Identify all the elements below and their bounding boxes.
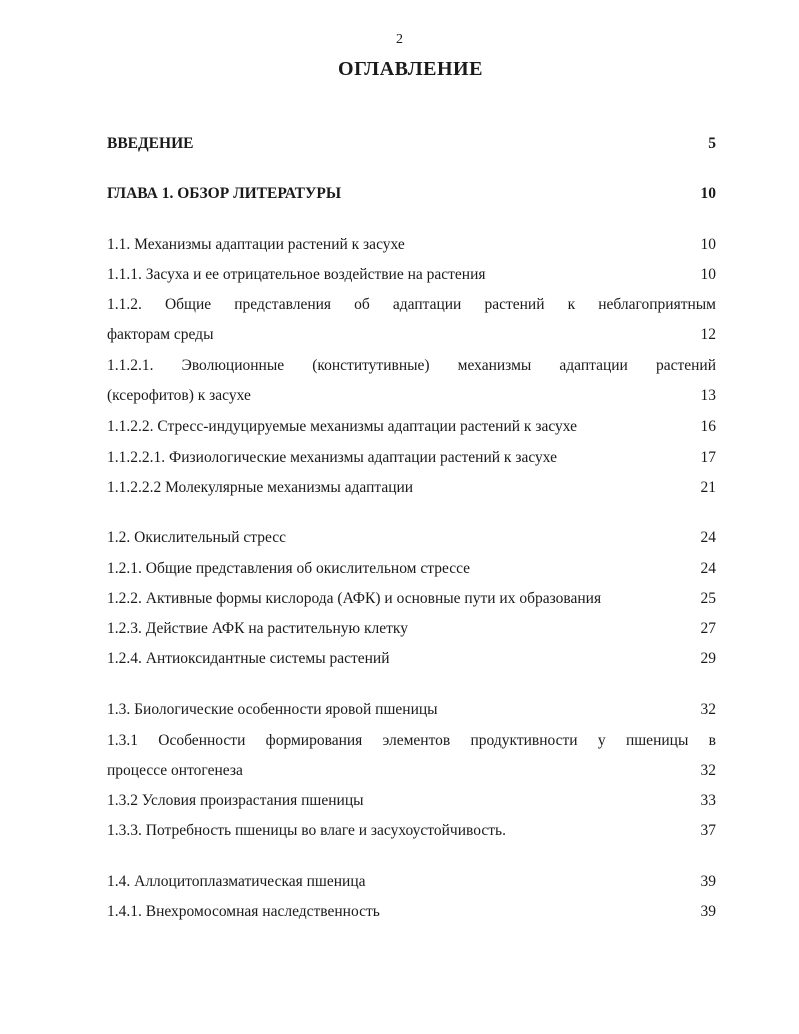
toc-entry-page: 37 (700, 822, 716, 839)
toc-entry-page: 32 (700, 762, 716, 779)
toc-entry-introduction (107, 134, 716, 154)
toc-entry (107, 902, 716, 922)
toc-entry-text-line2: факторам среды (107, 326, 214, 343)
toc-entry (107, 731, 716, 781)
page-title: ОГЛАВЛЕНИЕ (338, 58, 483, 80)
toc-entry-page: 10 (700, 236, 716, 253)
toc-entry-page: 27 (700, 620, 716, 637)
toc-entry-text-line1: 1.1.2.1. Эволюционные (конститутивные) механизмы адаптации растений (107, 357, 716, 374)
toc-entry (107, 295, 716, 345)
toc-entry-page: 24 (700, 560, 716, 577)
toc-entry-text: ВВЕДЕНИЕ (107, 135, 194, 152)
toc-entry-line2 (107, 761, 716, 781)
toc-entry-page: 32 (700, 701, 716, 718)
toc-entry-text: 1.1. Механизмы адаптации растений к засухе (107, 236, 405, 253)
toc-entry-text-line2: (ксерофитов) к засухе (107, 387, 251, 404)
toc-entry-text: 1.4. Аллоцитоплазматическая пшеница (107, 873, 366, 890)
toc-entry (107, 417, 716, 437)
toc-entry-text: 1.1.2.2. Стресс-индуцируемые механизмы адаптации растений к засухе (107, 418, 578, 435)
toc-entry-page: 12 (700, 326, 716, 343)
toc-entry-text: 1.1.2.2.1. Физиологические механизмы адаптации растений к засухе (107, 449, 557, 466)
toc-entry (107, 872, 716, 892)
toc-entry-text: 1.2.2. Активные формы кислорода (АФК) и основные пути их образования (107, 590, 602, 607)
toc-entry-chapter-1 (107, 184, 716, 204)
toc-entry-line2 (107, 386, 716, 406)
toc-entry-text-line1: 1.1.2. Общие представления об адаптации растений к неблагоприятным (107, 296, 716, 313)
toc-entry (107, 478, 716, 498)
toc-entry-line2 (107, 325, 716, 345)
toc-entry (107, 265, 716, 285)
toc-entry-page: 13 (700, 387, 716, 404)
toc-entry-page: 29 (700, 650, 716, 667)
toc-entry-text: 1.3. Биологические особенности яровой пшеницы (107, 701, 438, 718)
toc-entry-page: 5 (708, 135, 716, 152)
toc-entry-text: 1.2.1. Общие представления об окислительном стрессе (107, 560, 471, 577)
toc-entry-text: 1.1.1. Засуха и ее отрицательное воздействие на растения (107, 266, 486, 283)
toc-entry-page: 17 (700, 449, 716, 466)
toc-entry-text: 1.2.4. Антиоксидантные системы растений (107, 650, 390, 667)
page-number: 2 (396, 32, 403, 47)
toc-entry-page: 16 (700, 418, 716, 435)
toc-entry (107, 356, 716, 406)
toc-entry-page: 39 (700, 903, 716, 920)
toc-entry (107, 700, 716, 720)
toc-entry-text-line2: процессе онтогенеза (107, 762, 243, 779)
toc-entry-text: ГЛАВА 1. ОБЗОР ЛИТЕРАТУРЫ (107, 185, 342, 202)
toc-entry (107, 528, 716, 548)
toc-entry-text: 1.2.3. Действие АФК на растительную клетку (107, 620, 408, 637)
toc-entry-page: 10 (700, 185, 716, 202)
toc-entry (107, 619, 716, 639)
toc-entry-text: 1.4.1. Внехромосомная наследственность (107, 903, 380, 920)
toc-entry-page: 25 (700, 590, 716, 607)
toc-entry (107, 589, 716, 609)
toc-entry-text: 1.3.3. Потребность пшеницы во влаге и засухоустойчивость. (107, 822, 506, 839)
toc-entry-page: 21 (700, 479, 716, 496)
toc-entry (107, 649, 716, 669)
toc-entry-page: 24 (700, 529, 716, 546)
toc-entry (107, 448, 716, 468)
toc-entry-text-line1: 1.3.1 Особенности формирования элементов продуктивности у пшеницы в (107, 732, 716, 749)
toc-entry-text: 1.1.2.2.2 Молекулярные механизмы адаптации (107, 479, 414, 496)
toc-entry (107, 821, 716, 841)
toc-entry (107, 791, 716, 811)
toc-entry-text: 1.3.2 Условия произрастания пшеницы (107, 792, 364, 809)
toc-entry-text: 1.2. Окислительный стресс (107, 529, 287, 546)
toc-entry-page: 33 (700, 792, 716, 809)
toc-entry-page: 39 (700, 873, 716, 890)
toc-entry (107, 559, 716, 579)
toc-entry (107, 235, 716, 255)
toc-entry-page: 10 (700, 266, 716, 283)
